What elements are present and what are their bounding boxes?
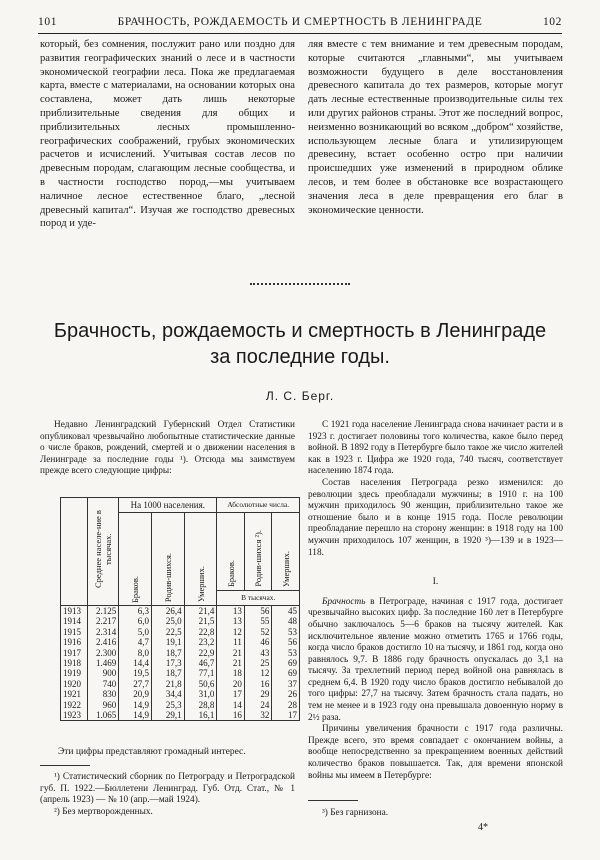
marriage-causes-paragraph: Причины увеличения брачности с 1917 года различны. Прежде всего, это время совпадает с окончанием войны, а вообще непосредственно за прекращением военных действий количество браков повышается. Так, для времени японской войны мы имеем в Петербурге: — [308, 724, 563, 781]
table-cell: 31,0 — [184, 689, 217, 699]
table-cell: 24 — [244, 700, 272, 710]
table-cell: 13 — [217, 616, 245, 626]
top-right-column — [308, 38, 563, 217]
table-cell: 53 — [272, 648, 300, 658]
table-cell: 26 — [272, 689, 300, 699]
absolute-group-header: Абсолютные числа. — [217, 498, 300, 513]
table-cell: 2.416 — [88, 637, 119, 647]
table-note: Эти цифры представляют громадный интерес. — [58, 747, 246, 757]
body-right-column — [308, 420, 563, 782]
article-title-line-1: Брачность, рождаемость и смертность в Ленинграде — [53, 320, 547, 342]
table-cell: 21 — [217, 648, 245, 658]
body-left-column — [40, 420, 295, 478]
table-cell: 830 — [88, 689, 119, 699]
section-number: I. — [432, 577, 439, 588]
table-cell: 18 — [217, 668, 245, 678]
table-cell: 45 — [272, 606, 300, 617]
footnotes-left — [40, 772, 295, 818]
year-cell: 1919 — [61, 668, 88, 678]
top-left-paragraph: который, без сомнения, послужит рано или поздно для развития географических знаний о лесе и в частности экономической географии леса. Пока же предлагаемая карта, вместе с материалами, на основании которых она составлена, может дать лишь некоторые приблизительные сведения для общих и приблизительных лесных промышленно-географических соображений, грубых экономических расчетов и исчислений. Учитывая состав лесов по древесным породам, слагающим лесные сообщества, и в частности господство пород,—мы учитываем наличное лесное естественное благо, „лесной древесный капитал“. Изучая же господство древесных пород и уде- — [40, 39, 295, 230]
article-separator — [250, 283, 350, 285]
year-cell: 1914 — [61, 616, 88, 626]
table-cell: 2.314 — [88, 627, 119, 637]
abs-deaths-header: Умерших. — [272, 513, 300, 591]
marriage-rate-paragraph — [308, 597, 563, 725]
table-cell: 17 — [272, 710, 300, 721]
running-title: БРАЧНОСТЬ, РОЖДАЕМОСТЬ И СМЕРТНОСТЬ В ЛЕНИНГРАДЕ — [117, 16, 483, 28]
table-cell: 14,9 — [119, 710, 152, 721]
table-cell: 1.065 — [88, 710, 119, 721]
table-row — [61, 606, 300, 617]
table-cell: 6,0 — [119, 616, 152, 626]
table-cell: 16 — [217, 710, 245, 721]
table-row — [61, 648, 300, 658]
table-cell: 56 — [272, 637, 300, 647]
table-cell: 18,7 — [151, 648, 184, 658]
marriage-rate-lead: Брачность — [322, 596, 366, 607]
table-cell: 56 — [244, 606, 272, 617]
table-cell: 22,5 — [151, 627, 184, 637]
deaths-per-1000-header: Умерших. — [184, 513, 217, 606]
year-cell: 1918 — [61, 658, 88, 668]
table-cell: 20,9 — [119, 689, 152, 699]
top-left-column — [40, 38, 295, 231]
table-cell: 22,8 — [184, 627, 217, 637]
marriages-per-1000-header: Браков. — [119, 513, 152, 606]
table-cell: 69 — [272, 658, 300, 668]
table-cell: 11 — [217, 637, 245, 647]
table-row — [61, 627, 300, 637]
year-cell: 1923 — [61, 710, 88, 721]
unit-thousands-header: В тысячах. — [217, 590, 300, 606]
table-cell: 2.125 — [88, 606, 119, 617]
table-cell: 19,5 — [119, 668, 152, 678]
year-column-header — [61, 498, 88, 606]
table-cell: 21,4 — [184, 606, 217, 617]
table-cell: 32 — [244, 710, 272, 721]
table-cell: 19,1 — [151, 637, 184, 647]
table-cell: 26,4 — [151, 606, 184, 617]
table-cell: 25 — [244, 658, 272, 668]
table-cell: 27,7 — [119, 679, 152, 689]
table-cell: 1.469 — [88, 658, 119, 668]
table-row — [61, 616, 300, 626]
footnote-1: ¹) Статистический сборник по Петрограду и Петроградской губ. П. 1922.—Бюллетени Ленинград. Губ. Отд. Стат., № 1 (апрель 1923) — № 10 (апр.—май 1924). — [40, 772, 295, 806]
population-paragraph: С 1921 года население Ленинграда снова начинает расти и в 1923 г. достигает половины того количества, какое было перед войной. В 1892 году в Петербурге было такое же число жителей как в 1923 г. Цифра же 1920 года, 740 тысяч, соответствует населению 1874 года. — [308, 420, 563, 477]
table-cell: 29,1 — [151, 710, 184, 721]
running-header — [38, 12, 562, 32]
sex-ratio-paragraph: Состав населения Петрограда резко изменился: до революции здесь преобладали мужчины; в 1910 г. на 100 мужчин приходилось 90 женщин, приблизительно такое же отношение было и в конце 1915 года. После революции преобладание перешло на сторону женщин: в 1918 году на 100 мужчин приходилось 107 женщин, в 1920 ³)—139 и в 1923—118. — [308, 477, 563, 558]
table-row — [61, 700, 300, 710]
year-cell: 1916 — [61, 637, 88, 647]
marriage-rate-text: в Петрограде, начиная с 1917 года, достигает чрезвычайно высоких цифр. За последние 160 лет в Петербурге обычно заключалось 5—6 браков на тысячу жителей. Как исключительное явление можно отметить 1765 и 1766 годы, когда число браков достигло 10 на тысячу, и 1861 год, когда оно равнялось 9,7. В 1886 году брачность опускалась до 3,1 на тысячу. За трехлетний период перед войной она равнялась в среднем 6,4. В 1920 году число браков достигло небывалой до того цифры: 27,7 на тысячу. Затем брачность стала падать, но тем не менее и в 1923 году она превышала довоенную норму в 2½ раза. — [308, 596, 563, 723]
table-cell: 25,3 — [151, 700, 184, 710]
table-cell: 16 — [244, 679, 272, 689]
table-cell: 13 — [217, 606, 245, 617]
page-number-right: 102 — [542, 16, 562, 28]
year-cell: 1921 — [61, 689, 88, 699]
population-column-header: Среднее населе-ние в тысячах. — [88, 498, 119, 606]
table-cell: 43 — [244, 648, 272, 658]
table-cell: 37 — [272, 679, 300, 689]
table-row — [61, 637, 300, 647]
table-cell: 6,3 — [119, 606, 152, 617]
article-title — [20, 318, 580, 370]
table-cell: 48 — [272, 616, 300, 626]
table-cell: 29 — [244, 689, 272, 699]
per-1000-group-header: На 1000 населения. — [119, 498, 217, 513]
table-cell: 17,3 — [151, 658, 184, 668]
table-cell: 12 — [244, 668, 272, 678]
table-cell: 25,0 — [151, 616, 184, 626]
table-cell: 34,4 — [151, 689, 184, 699]
statistics-table — [60, 497, 300, 721]
table-cell: 4,7 — [119, 637, 152, 647]
table-cell: 21 — [217, 658, 245, 668]
table-cell: 18,7 — [151, 668, 184, 678]
year-cell: 1920 — [61, 679, 88, 689]
births-per-1000-header: Родив-шихся. — [151, 513, 184, 606]
table-cell: 20 — [217, 679, 245, 689]
table-cell: 16,1 — [184, 710, 217, 721]
footnote-rule-left — [40, 765, 90, 766]
table-cell: 46 — [244, 637, 272, 647]
table-cell: 23,2 — [184, 637, 217, 647]
year-cell: 1917 — [61, 648, 88, 658]
abs-births-header: Родив-шихся ²). — [244, 513, 272, 591]
signature-mark: 4* — [478, 822, 488, 833]
table-row — [61, 689, 300, 699]
intro-paragraph: Недавно Ленинградский Губернский Отдел Статистики опубликовал чрезвычайно любопытные статистические данные о числе браков, рождений, смертей и о движении населения в Ленинграде за последние годы ¹). Отсюда мы заимствуем прежде всего следующие цифры: — [40, 420, 295, 477]
table-body — [61, 606, 300, 721]
table-cell: 900 — [88, 668, 119, 678]
table-row — [61, 679, 300, 689]
table-cell: 52 — [244, 627, 272, 637]
year-cell: 1915 — [61, 627, 88, 637]
table-cell: 28 — [272, 700, 300, 710]
table-cell: 17 — [217, 689, 245, 699]
table-cell: 12 — [217, 627, 245, 637]
table-cell: 50,6 — [184, 679, 217, 689]
table-cell: 22,9 — [184, 648, 217, 658]
abs-marriages-header: Браков. — [217, 513, 245, 591]
page-number-left: 101 — [38, 16, 58, 28]
table-cell: 69 — [272, 668, 300, 678]
table-cell: 2.300 — [88, 648, 119, 658]
table-cell: 5,0 — [119, 627, 152, 637]
table-cell: 77,1 — [184, 668, 217, 678]
table-cell: 14,9 — [119, 700, 152, 710]
table-cell: 2.217 — [88, 616, 119, 626]
table-row — [61, 668, 300, 678]
footnote-2: ²) Без мертворожденных. — [54, 806, 153, 817]
table-cell: 960 — [88, 700, 119, 710]
year-cell: 1913 — [61, 606, 88, 617]
article-title-line-2: за последние годы. — [210, 346, 390, 368]
table-cell: 21,5 — [184, 616, 217, 626]
footnote-3: ³) Без гарнизона. — [322, 808, 389, 818]
table-cell: 55 — [244, 616, 272, 626]
table-cell: 21,8 — [151, 679, 184, 689]
table-cell: 53 — [272, 627, 300, 637]
table-cell: 740 — [88, 679, 119, 689]
header-rule — [38, 33, 562, 34]
table-cell: 46,7 — [184, 658, 217, 668]
table-row — [61, 658, 300, 668]
article-author: Л. С. Берг. — [265, 389, 335, 403]
table-cell: 8,0 — [119, 648, 152, 658]
table-cell: 28,8 — [184, 700, 217, 710]
top-right-paragraph: ляя вместе с тем внимание и тем древесным породам, которые считаются „главными“, мы учитываем возможности будущего в деле восстановления древесного капитала до тех размеров, которые могут дать лесные естественные производительные силы тех или других районов страны. Этот же последний вопрос, неизменно возникающий во всяком „добром“ хозяйстве, использующем лесные блага и утилизирующем древесину, встает особенно остро при наличии происшедших уже изменений в природном облике лесов, и тем более в обстановке все возрастающего значения леса в деле превращения его благ в экономические ценности. — [308, 39, 563, 216]
footnote-rule-right — [308, 800, 358, 801]
table-cell: 14,4 — [119, 658, 152, 668]
year-cell: 1922 — [61, 700, 88, 710]
table-cell: 14 — [217, 700, 245, 710]
table-row — [61, 710, 300, 721]
